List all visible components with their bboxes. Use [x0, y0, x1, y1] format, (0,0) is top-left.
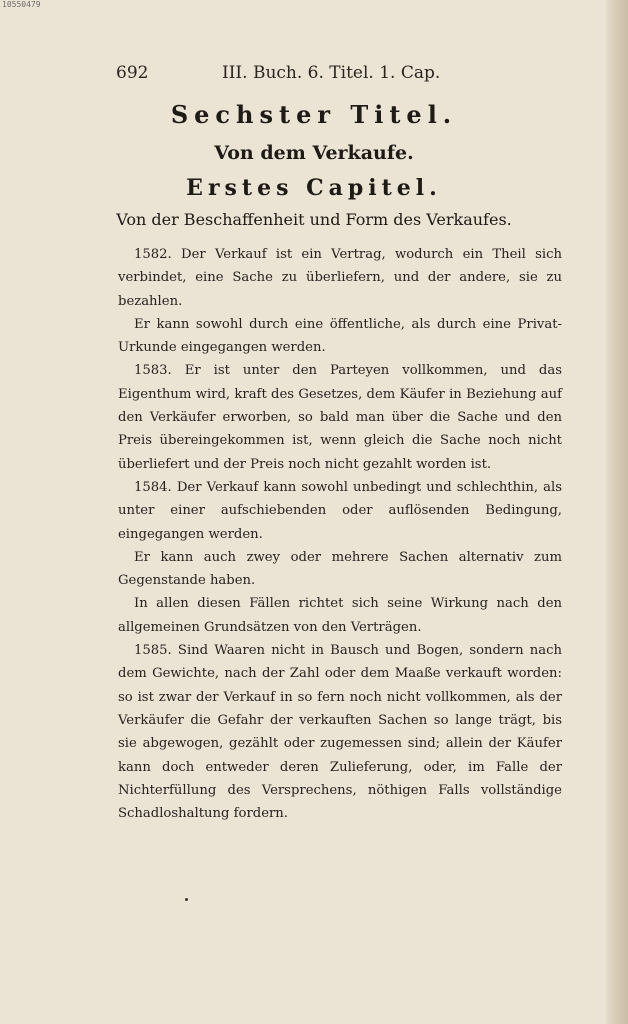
chapter-subject: Von der Beschaffenheit und Form des Verkaufes. [116, 210, 512, 229]
paragraph-1584: 1584. Der Verkauf kann sowohl unbedingt und schlechthin, als unter einer aufschiebenden oder auflösenden Bedingung, eingegangen werden. [118, 479, 562, 542]
page-edge-shadow [606, 0, 628, 1024]
paragraph-1584-cont: Er kann auch zwey oder mehrere Sachen alternativ zum Gegenstande haben. [118, 549, 562, 589]
paragraph-1584-cont2: In allen diesen Fällen richtet sich seine Wirkung nach den allgemeinen Grundsätzen von den Verträgen. [118, 596, 562, 635]
page-number: 692 [116, 63, 149, 83]
paragraph-1582: 1582. Der Verkauf ist ein Vertrag, wodurch ein Theil sich verbindet, eine Sache zu überliefern, und der andere, sie zu bezahlen. [118, 247, 562, 309]
ink-speck [185, 898, 188, 901]
part-title: Sechster Titel. [170, 100, 458, 129]
paragraph-1583: 1583. Er ist unter den Parteyen vollkommen, und das Eigenthum wird, kraft des Gesetzes, dem Käufer in Beziehung auf den Verkäufer erworben, so bald man über die Sache und den Preis übereingekommen ist, wenn gleich die Sache noch nicht überliefert und der Preis noch nicht gezahlt worden ist. [118, 363, 562, 472]
body-text [118, 243, 562, 825]
scan-id-stamp: 10550479 [2, 0, 41, 9]
paragraph-1582-cont: Er kann sowohl durch eine öffentliche, als durch eine Privat-Urkunde eingegangen werden. [118, 316, 562, 356]
chapter-title: Erstes Capitel. [186, 175, 442, 201]
paragraph-1585: 1585. Sind Waaren nicht in Bausch und Bogen, sondern nach dem Gewichte, nach der Zahl oder dem Maaße verkauft worden: so ist zwar der Verkauf in so fern noch nicht vollkommen, als der Verkäufer die Gefahr der verkauften Sachen so lange trägt, bis sie abgewogen, gezählt oder zugemessen sind; allein der Käufer kann doch entweder deren Zulieferung, oder, im Falle der Nichterfüllung des Versprechens, nöthigen Falls vollständige Schadloshaltung fordern. [118, 643, 562, 822]
part-subject: Von dem Verkaufe. [214, 142, 414, 164]
running-head: III. Buch. 6. Titel. 1. Cap. [222, 63, 441, 83]
